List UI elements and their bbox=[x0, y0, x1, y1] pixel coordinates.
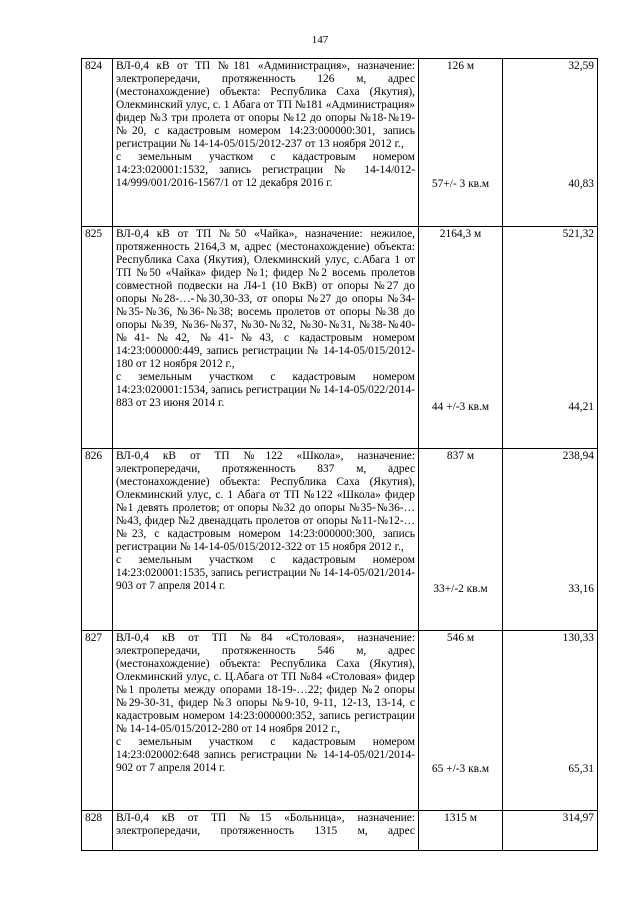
land-area: 57+/- 3 кв.м bbox=[431, 178, 490, 190]
object-description bbox=[113, 631, 419, 811]
line-length: 546 м bbox=[446, 632, 475, 644]
line-value: 32,59 bbox=[568, 60, 594, 72]
value-cell bbox=[503, 227, 598, 449]
land-area: 33+/-2 кв.м bbox=[433, 583, 488, 595]
value-cell bbox=[503, 811, 598, 851]
table-row bbox=[82, 811, 598, 851]
row-number: 824 bbox=[82, 59, 113, 227]
line-description: ВЛ-0,4 кВ от ТП №15 «Больница», назначение: электропередачи, протяженность 1315 м, адрес bbox=[116, 812, 415, 837]
line-value: 521,32 bbox=[562, 228, 594, 240]
object-description bbox=[113, 227, 419, 449]
line-value: 314,97 bbox=[562, 812, 594, 824]
page-number: 147 bbox=[311, 34, 329, 46]
row-number: 825 bbox=[82, 227, 113, 449]
value-cell bbox=[503, 631, 598, 811]
object-description bbox=[113, 449, 419, 631]
value-cell bbox=[503, 449, 598, 631]
land-plot-description: с земельным участком с кадастровым номером 14:23:020001:1535, запись регистрации № 14-14-05/021/2014-903 от 7 апреля 2014 г. bbox=[116, 554, 415, 592]
line-value: 238,94 bbox=[562, 450, 594, 462]
line-description: ВЛ-0,4 кВ от ТП №122 «Школа», назначение: электропередачи, протяженность 837 м, адрес (местонахождение) объекта: Республика Саха (Якутия), Олекминский улус, с. 1 Абага от ТП №122 «Школа» фидер №1 девять пролетов; от опоры №32 до опоры №35-№36-…№43, фидер №2 двенадцать пролетов от опоры №11-№12-…№23, с кадастровым номером 14:23:000000:300, запись регистрации № 14-14-05/015/2012-322 от 15 ноября 2012 г., bbox=[116, 450, 415, 553]
value-cell bbox=[503, 59, 598, 227]
land-area: 44 +/-3 кв.м bbox=[431, 401, 490, 413]
table-row bbox=[82, 227, 598, 449]
table-row bbox=[82, 59, 598, 227]
row-number: 826 bbox=[82, 449, 113, 631]
row-number: 827 bbox=[82, 631, 113, 811]
object-description bbox=[113, 811, 419, 851]
line-length: 126 м bbox=[446, 60, 475, 72]
line-value: 130,33 bbox=[562, 632, 594, 644]
land-plot-description: с земельным участком с кадастровым номером 14:23:020001:1534, запись регистрации № 14-14-05/022/2014-883 от 23 июня 2014 г. bbox=[116, 371, 415, 409]
land-value: 44,21 bbox=[568, 401, 594, 413]
object-description bbox=[113, 59, 419, 227]
line-length: 1315 м bbox=[444, 812, 477, 824]
land-plot-description: с земельным участком с кадастровым номером 14:23:020002:648 запись регистрации № 14-14-05/021/2014-902 от 7 апреля 2014 г. bbox=[116, 736, 415, 774]
property-registry-table bbox=[81, 58, 598, 851]
line-description: ВЛ-0,4 кВ от ТП №84 «Столовая», назначение: электропередачи, протяженность 546 м, адрес (местонахождение) объекта: Республика Саха (Якутия), Олекминский улус, с. Ц.Абага от ТП №84 «Столовая» фидер №1 пролеты между опорами 18-19-…22; фидер №2 опоры №29-30-31, фидер №3 опоры №9-10, 9-11, 12-13, 13-14, с кадастровым номером 14:23:000000:352, запись регистрации № 14-14-05/015/2012-280 от 14 ноября 2012 г., bbox=[116, 632, 415, 735]
row-number: 828 bbox=[82, 811, 113, 851]
land-value: 65,31 bbox=[568, 763, 594, 775]
quantity-cell bbox=[419, 811, 503, 851]
line-length: 837 м bbox=[446, 450, 475, 462]
quantity-cell bbox=[419, 631, 503, 811]
table-row bbox=[82, 449, 598, 631]
quantity-cell bbox=[419, 227, 503, 449]
line-description: ВЛ-0,4 кВ от ТП №50 «Чайка», назначение: нежилое, протяженность 2164,3 м, адрес (местонахождение) объекта: Республика Саха (Якутия), Олекминский улус, с.Абага 1 от ТП №50 «Чайка» фидер №1; фидер №2 восемь пролетов совместной подвески на Л4-1 (10 ВкВ) от опоры №27 до опоры №28-…-№30,30-33, от опоры №27 до опоры №34-№35-№36, №36-№38; восемь пролетов от опоры №38 до опоры №39, №36-№37, №30-№32, №30-№31, №38-№40-№41-№42, №41-№43, с кадастровым номером 14:23:000000:449, запись регистрации № 14-14-05/015/2012-180 от 12 ноября 2012 г., bbox=[116, 228, 415, 370]
land-value: 33,16 bbox=[568, 583, 594, 595]
table-row bbox=[82, 631, 598, 811]
land-area: 65 +/-3 кв.м bbox=[431, 763, 490, 775]
line-length: 2164,3 м bbox=[439, 228, 482, 240]
land-value: 40,83 bbox=[568, 178, 594, 190]
line-description: ВЛ-0,4 кВ от ТП №181 «Администрация», назначение: электропередачи, протяженность 126 м, адрес (местонахождение) объекта: Республика Саха (Якутия), Олекминский улус, с. 1 Абага от ТП №181 «Администрация» фидер №3 три пролета от опоры №12 до опоры №18-№19-№20, с кадастровым номером 14:23:000000:301, запись регистрации № 14-14-05/015/2012-237 от 13 ноября 2012 г., bbox=[116, 60, 415, 150]
quantity-cell bbox=[419, 59, 503, 227]
quantity-cell bbox=[419, 449, 503, 631]
land-plot-description: с земельным участком с кадастровым номером 14:23:020001:1532, запись регистрации № 14-14/012-14/999/001/2016-1567/1 от 12 декабря 2016 г. bbox=[116, 151, 415, 189]
